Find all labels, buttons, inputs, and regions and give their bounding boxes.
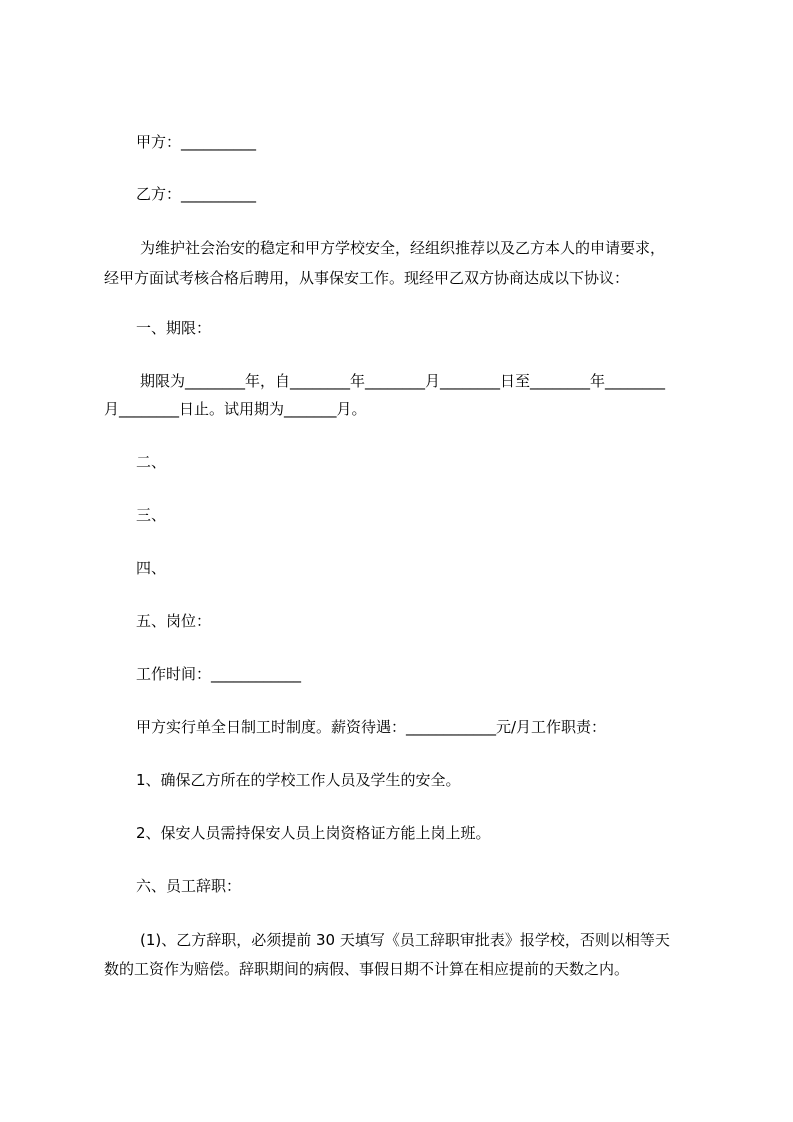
- section-5-title: 五、岗位：: [136, 612, 212, 630]
- term-line-2: 月________日止。试用期为_______月。: [104, 400, 367, 418]
- intro-paragraph-line-1: 为维护社会治安的稳定和甲方学校安全，经组织推荐以及乙方本人的申请要求，: [140, 239, 666, 257]
- resign-paragraph-line-1: (1)、乙方辞职，必须提前 30 天填写《员工辞职审批表》报学校，否则以相等天: [140, 931, 670, 949]
- section-4-title: 四、: [136, 559, 167, 577]
- work-time-line: 工作时间：____________: [136, 665, 302, 683]
- salary-line: 甲方实行单全日制工时制度。薪资待遇：____________元/月工作职责：: [136, 718, 607, 736]
- term-line-1: 期限为________年，自________年________月________日至________年________: [140, 372, 666, 390]
- duty-item-1: 1、确保乙方所在的学校工作人员及学生的安全。: [136, 771, 461, 789]
- section-2-title: 二、: [136, 453, 167, 471]
- section-1-title: 一、期限：: [136, 319, 212, 337]
- party-b-line: 乙方：__________: [136, 185, 257, 203]
- party-a-line: 甲方：__________: [136, 133, 257, 151]
- intro-paragraph-line-2: 经甲方面试考核合格后聘用，从事保安工作。现经甲乙双方协商达成以下协议：: [104, 269, 630, 287]
- duty-item-2: 2、保安人员需持保安人员上岗资格证方能上岗上班。: [136, 824, 491, 842]
- resign-paragraph-line-2: 数的工资作为赔偿。辞职期间的病假、事假日期不计算在相应提前的天数之内。: [104, 960, 630, 978]
- section-3-title: 三、: [136, 506, 167, 524]
- section-6-title: 六、员工辞职：: [136, 877, 242, 895]
